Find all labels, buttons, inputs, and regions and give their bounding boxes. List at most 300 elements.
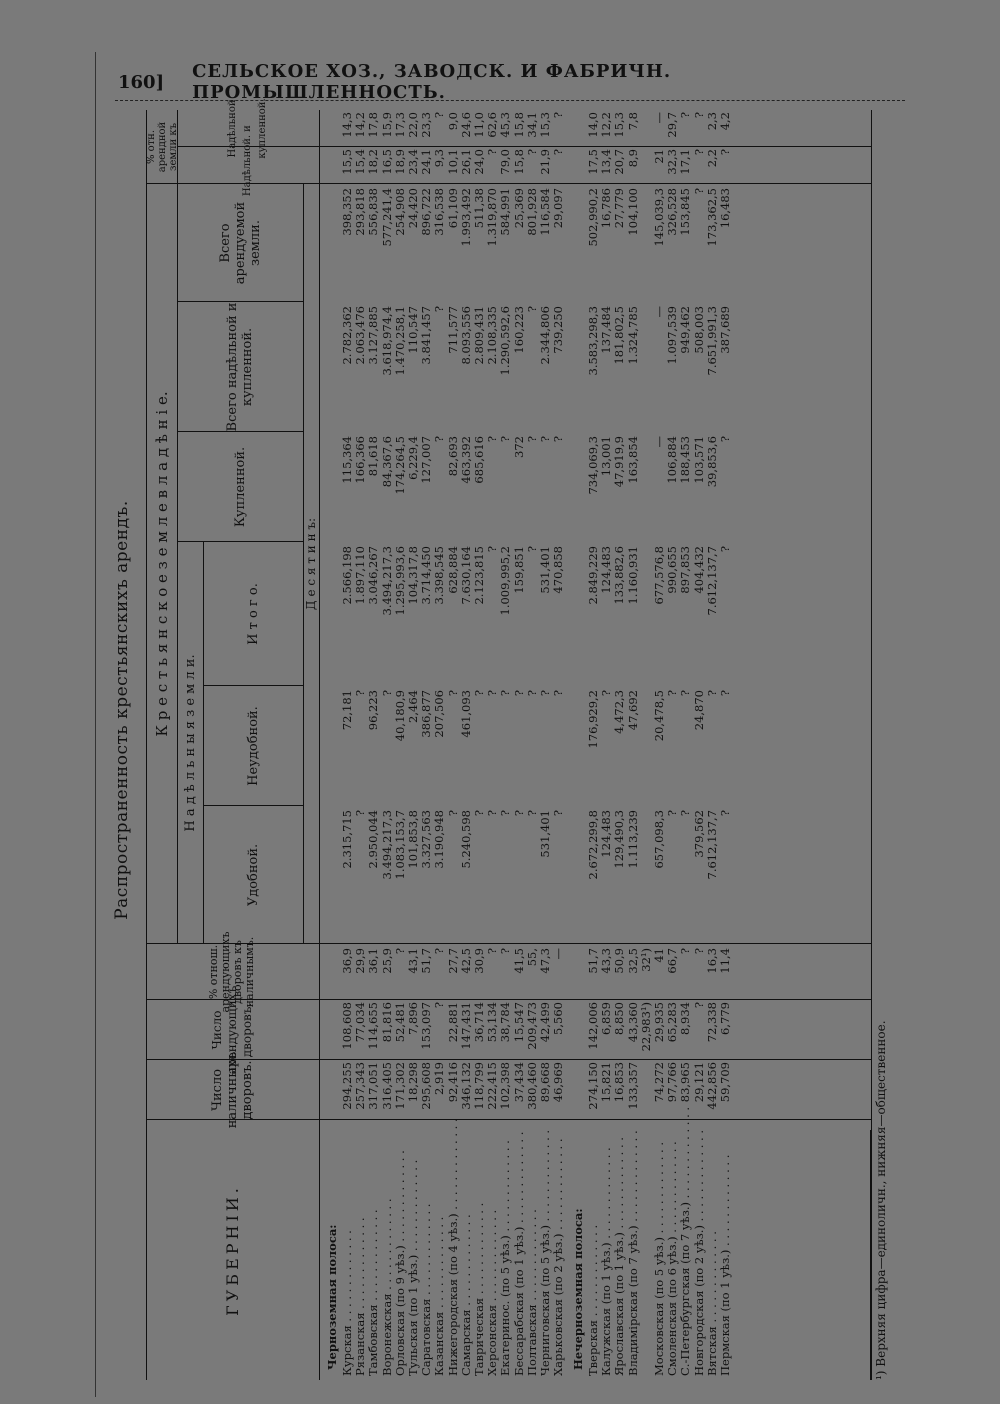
header-bottom-rule [319, 110, 320, 1380]
cell-pct-allot-bought: 15,9 [379, 112, 394, 138]
cell-non-arable: 96,223 [366, 690, 381, 731]
cell-pct-allot-bought: ? [432, 112, 447, 119]
cell-pct-allot-bought: 62,6 [485, 112, 500, 138]
table-row [367, 110, 379, 1380]
row-name: Ярославская (по 1 уѣз.) . . . . . . . . . . . . . [612, 1137, 627, 1376]
cell-total-allot-bought: 2.809,431 [472, 306, 486, 365]
cell-total: 7.612,137,7 [704, 546, 719, 616]
cell-renting: 209,473 [524, 1002, 539, 1050]
cell-pct-renting: 30,9 [472, 948, 486, 974]
cell-renting: 42,499 [538, 1002, 552, 1043]
cell-pct-allot: 13,4 [599, 149, 614, 175]
cell-total-rented: 29,097 [551, 188, 566, 229]
row-name: Новгородская (по 2 уѣз.) . . . . . . . . . . . . . [691, 1130, 706, 1376]
cell-total-allot-bought: 181,802,5 [612, 306, 627, 365]
cell-total-rented: 398,352 [340, 188, 354, 236]
row-name: Тамбовская . . . . . . . . . . . . . [366, 1209, 381, 1376]
cell-pct-renting: — [551, 948, 566, 960]
cell-arable: ? [445, 810, 460, 817]
cell-pct-allot: 79,0 [498, 149, 513, 175]
col-pct-renting: % отнош. арендующихъ дворовъ къ наличнымъ. [207, 931, 256, 1013]
row-name: Московская (по 5 уѣз.) . . . . . . . . . . . . . [652, 1142, 666, 1376]
cell-bought: 13,001 [599, 436, 614, 477]
cell-renting: 7,896 [406, 1002, 420, 1035]
cell-pct-allot: 18,2 [366, 149, 381, 175]
row-name: Екатеринос. (по 5 уѣз.) . . . . . . . . . . . . . [498, 1140, 513, 1376]
cell-arable: 3.494,217,3 [379, 810, 394, 880]
cell-total-allot-bought: 1.097,539 [665, 306, 680, 365]
cell-renting: 8,934 [678, 1002, 693, 1035]
cell-arable: 7.612,137,7 [704, 810, 719, 880]
page-header [118, 62, 908, 102]
cell-pct-allot-bought: 17,3 [392, 112, 407, 138]
cell-pct-allot-bought: 14,0 [586, 112, 600, 138]
cell-bought: ? [718, 436, 732, 443]
row-name: Казанская . . . . . . . . . . . . . [432, 1216, 447, 1376]
col-bought: Купленной. [232, 446, 248, 528]
cell-renting: 147,431 [458, 1002, 473, 1050]
cell-total-rented: 1.319,870 [485, 188, 500, 247]
cell-total: 104,317,8 [406, 546, 420, 605]
cell-renting: 5,560 [551, 1002, 566, 1035]
cell-non-arable: 2,464 [406, 690, 420, 723]
cell-bought: 115,364 [340, 436, 354, 484]
row-name: Бессарабская (по 1 уѣз.) . . . . . . . . . . . . . [511, 1131, 526, 1376]
cell-renting: 72,338 [704, 1002, 719, 1043]
cell-non-arable: ? [379, 690, 394, 697]
cell-total: 3.046,267 [366, 546, 381, 605]
cell-bought: 81,618 [366, 436, 381, 477]
section-black: Черноземная полоса: [325, 1224, 339, 1370]
cell-renting: 77,034 [353, 1002, 368, 1043]
cell-pct-renting: 32,5 [625, 948, 640, 974]
row-name: Смоленская (по 6 уѣз.) . . . . . . . . . . . . . [665, 1141, 680, 1376]
table-row [679, 110, 691, 1380]
cell-arable: 101,853,8 [406, 810, 420, 869]
cell-households: 222,415 [485, 1062, 500, 1110]
cell-pct-allot: 8,9 [625, 149, 640, 168]
cell-households: 89,668 [538, 1062, 552, 1103]
cell-renting: 52,481 [392, 1002, 407, 1043]
cell-pct-allot-bought: 15,3 [612, 112, 627, 138]
table-title: Распространенность крестьянскихъ арендъ. [112, 500, 132, 920]
cell-pct-allot: 17,1 [678, 149, 693, 175]
table-row [613, 110, 625, 1380]
cell-households: 97,766 [665, 1062, 680, 1103]
cell-pct-allot-bought: 24,6 [458, 112, 473, 138]
cell-households: 83,965 [678, 1062, 693, 1103]
rule [203, 685, 303, 686]
cell-renting: 22,983¹) [638, 1002, 653, 1052]
cell-total-rented: 511,38 [472, 188, 486, 229]
cell-total-rented: 801,928 [524, 188, 539, 236]
cell-arable: 1.113,239 [625, 810, 640, 869]
rule [177, 301, 303, 302]
table-row [653, 110, 665, 1380]
cell-pct-renting: ? [498, 948, 513, 955]
table-row [552, 110, 564, 1380]
cell-total: 990,655 [665, 546, 680, 594]
cell-bought: 188,453 [678, 436, 693, 484]
table-row [587, 110, 599, 1380]
table-row [627, 110, 639, 1380]
cell-arable: 531,401 [538, 810, 552, 858]
cell-non-arable: ? [445, 690, 460, 697]
cell-renting: ? [691, 1002, 706, 1009]
rotated-table [112, 98, 888, 1380]
cell-non-arable: ? [524, 690, 539, 697]
cell-pct-allot-bought: — [652, 112, 666, 124]
cell-households: 295,608 [419, 1062, 434, 1110]
data-table [145, 98, 872, 1380]
cell-pct-renting: 36,1 [366, 948, 381, 974]
table-row [394, 110, 406, 1380]
cell-total: 1.009,995,2 [498, 546, 513, 616]
cell-pct-renting: 29,9 [353, 948, 368, 974]
cell-households: 346,132 [458, 1062, 473, 1110]
row-name: Таврическая . . . . . . . . . . . . . [472, 1202, 486, 1376]
cell-total-rented: 16,483 [718, 188, 732, 229]
cell-bought: 84,367,6 [379, 436, 394, 488]
cell-pct-allot-bought: 12,2 [599, 112, 614, 138]
row-name: Саратовская . . . . . . . . . . . . . [419, 1203, 434, 1376]
cell-pct-allot: 10,1 [445, 149, 460, 175]
cell-arable: 3.327,563 [419, 810, 434, 869]
cell-pct-renting: 55, [524, 948, 539, 967]
cell-bought: 106,884 [665, 436, 680, 484]
col-renting: Число арендующихъ дворовъ. [209, 985, 254, 1075]
cell-bought: 82,693 [445, 436, 460, 477]
cell-total-rented: 173,362,5 [704, 188, 719, 247]
cell-bought: 47,919,9 [612, 436, 627, 488]
cell-pct-allot: 20,7 [612, 149, 627, 175]
row-name: С.-Петербургская (по 7 уѣз.) . . . . . . . . . . . . . [678, 1106, 693, 1376]
cell-pct-renting: 27,7 [445, 948, 460, 974]
cell-pct-allot-bought: ? [678, 112, 693, 119]
table-row [354, 110, 366, 1380]
cell-bought: 127,007 [419, 436, 434, 484]
col-non-arable: Неудобной. [245, 706, 261, 786]
cell-total-rented: 16,786 [599, 188, 614, 229]
cell-bought: 463,392 [458, 436, 473, 484]
cell-total-allot-bought: 2.108,335 [485, 306, 500, 365]
row-name: Владимірская (по 7 уѣз.) . . . . . . . . . . . . . [625, 1130, 640, 1376]
cell-total-allot-bought: 711,577 [445, 306, 460, 354]
cell-total-rented: 104,100 [625, 188, 640, 236]
cell-arable: 2.950,044 [366, 810, 381, 869]
cell-arable: ? [551, 810, 566, 817]
cell-total-allot-bought: ? [524, 306, 539, 313]
cell-pct-allot: 9,3 [432, 149, 447, 168]
col-guberniya: ГУБЕРНІИ. [222, 1184, 242, 1316]
cell-households: 118,799 [472, 1062, 486, 1110]
cell-total: 897,853 [678, 546, 693, 594]
cell-pct-allot: ? [485, 149, 500, 156]
cell-renting: 22,881 [445, 1002, 460, 1043]
cell-pct-renting: 43,1 [406, 948, 420, 974]
cell-total-rented: 896,722 [419, 188, 434, 236]
cell-total: 7.630,164 [458, 546, 473, 605]
cell-households: 16,853 [612, 1062, 627, 1103]
cell-non-arable: ? [498, 690, 513, 697]
cell-households: 92,416 [445, 1062, 460, 1103]
cell-pct-allot-bought: 15,8 [511, 112, 526, 138]
cell-households: 2,919 [432, 1062, 447, 1095]
cell-total-allot-bought: ? [432, 306, 447, 313]
row-name: Рязанская . . . . . . . . . . . . . [353, 1217, 368, 1376]
table-row [640, 110, 652, 1380]
cell-pct-renting: ? [392, 948, 407, 955]
cell-total: 2.566,198 [340, 546, 354, 605]
cell-renting: 153,097 [419, 1002, 434, 1050]
cell-total-rented: 316,538 [432, 188, 447, 236]
cell-pct-allot: ? [551, 149, 566, 156]
cell-total-allot-bought: 8.093,556 [458, 306, 473, 365]
cell-non-arable: ? [678, 690, 693, 697]
cell-pct-renting: 43,3 [599, 948, 614, 974]
cell-pct-allot-bought: 34,1 [524, 112, 539, 138]
cell-pct-allot-bought: 9,0 [445, 112, 460, 131]
cell-total: 2.123,815 [472, 546, 486, 605]
cell-total-allot-bought: 387,689 [718, 306, 732, 354]
cell-total: 628,884 [445, 546, 460, 594]
col-total-rented: Всего арендуемой земли. [217, 201, 263, 285]
cell-arable: 657,098,3 [652, 810, 666, 869]
cell-arable: 1.083,153,7 [392, 810, 407, 880]
cell-bought: 372 [511, 436, 526, 458]
cell-renting: 29,935 [652, 1002, 666, 1043]
cell-non-arable: 40,180,9 [392, 690, 407, 742]
cell-pct-allot-bought: 45,3 [498, 112, 513, 138]
footnote-rule [870, 1130, 871, 1380]
cell-pct-renting: ? [691, 948, 706, 955]
cell-total-allot-bought: 7.651,991,3 [704, 306, 719, 376]
cell-total-rented: 25,369 [511, 188, 526, 229]
section-nonblack: Нечерноземная полоса: [571, 1208, 585, 1370]
cell-pct-allot-bought: 15,3 [538, 112, 552, 138]
col-pct-allot-bought: Надѣльной и купленной. [226, 98, 268, 159]
cell-total: 159,851 [511, 546, 526, 594]
cell-households: 442,856 [704, 1062, 719, 1110]
cell-pct-allot: 2,2 [704, 149, 719, 168]
cell-total: 677,576,8 [652, 546, 666, 605]
cell-households: 15,821 [599, 1062, 614, 1103]
cell-bought: ? [538, 436, 552, 443]
cell-arable: ? [353, 810, 368, 817]
cell-arable: ? [665, 810, 680, 817]
cell-non-arable: ? [665, 690, 680, 697]
col-total: И т о г о. [245, 583, 261, 645]
cell-pct-renting: 41 [652, 948, 666, 963]
cell-total: 1.295,993,6 [392, 546, 407, 616]
row-name: Воронежская . . . . . . . . . . . . . [379, 1198, 394, 1376]
cell-pct-renting: ? [678, 948, 693, 955]
cell-total-rented: 27,779 [612, 188, 627, 229]
group-main: К р е с т ь я н с к о е з е м л е в л а д ѣ н і е. [152, 391, 171, 737]
rule [177, 431, 303, 432]
cell-total-allot-bought: 1.290,592,6 [498, 306, 513, 376]
cell-non-arable: 24,870 [691, 690, 706, 731]
cell-total: 3.398,545 [432, 546, 447, 605]
col-total-allot-bought: Всего надѣльной и купленной. [225, 302, 255, 432]
cell-pct-allot-bought: 23,3 [419, 112, 434, 138]
cell-pct-renting: 25,9 [379, 948, 394, 974]
table-row [499, 110, 511, 1380]
cell-pct-allot-bought: ? [691, 112, 706, 119]
table-row [420, 110, 432, 1380]
cell-households: 294,255 [340, 1062, 354, 1110]
cell-non-arable: 47,692 [625, 690, 640, 731]
cell-renting: 65,283 [665, 1002, 680, 1043]
cell-arable: 124,483 [599, 810, 614, 858]
table-row [539, 110, 551, 1380]
cell-non-arable: 176,929,2 [586, 690, 600, 749]
row-name: Нижегородская (по 4 уѣз.) . . . . . . . . . . . . . [445, 1118, 460, 1376]
cell-renting: 15,547 [511, 1002, 526, 1043]
group-allot: Н а д ѣ л ь н ы я з е м л и. [182, 654, 198, 832]
table-row [407, 110, 419, 1380]
row-name: Орловская (по 9 уѣз.) . . . . . . . . . . . . . [392, 1150, 407, 1376]
cell-arable: ? [678, 810, 693, 817]
cell-arable: 5.240,598 [458, 810, 473, 869]
cell-households: 316,405 [379, 1062, 394, 1110]
cell-total-allot-bought: 137,484 [599, 306, 614, 354]
cell-total: 3.494,217,3 [379, 546, 394, 616]
cell-total-rented: 145,039,3 [652, 188, 666, 247]
page-number: 160] [118, 71, 165, 93]
cell-total: 133,882,6 [612, 546, 627, 605]
cell-pct-renting: 41,5 [511, 948, 526, 974]
cell-pct-renting: 36,9 [340, 948, 354, 974]
cell-pct-renting: ? [432, 948, 447, 955]
table-row [666, 110, 678, 1380]
cell-pct-allot: ? [691, 149, 706, 156]
cell-non-arable: 461,093 [458, 690, 473, 738]
cell-total-allot-bought: 110,547 [406, 306, 420, 354]
cell-pct-allot-bought: 14,3 [340, 112, 354, 138]
cell-total-rented: 254,908 [392, 188, 407, 236]
cell-non-arable: ? [472, 690, 486, 697]
cell-pct-allot-bought: 14,2 [353, 112, 368, 138]
cell-total-allot-bought: 3.583,298,3 [586, 306, 600, 376]
cell-arable: 3.190,948 [432, 810, 447, 869]
cell-arable: ? [511, 810, 526, 817]
cell-total: 470,858 [551, 546, 566, 594]
cell-total: 1.897,110 [353, 546, 368, 605]
row-name: Тверская . . . . . . . . . . . . . [586, 1224, 600, 1376]
rule [177, 541, 303, 542]
cell-renting: 81,816 [379, 1002, 394, 1043]
table-row [706, 110, 718, 1380]
cell-households: 274,150 [586, 1062, 600, 1110]
cell-pct-renting: ? [485, 948, 500, 955]
cell-pct-allot: 15,4 [353, 149, 368, 175]
cell-non-arable: ? [485, 690, 500, 697]
cell-households: 317,051 [366, 1062, 381, 1110]
cell-total-allot-bought: 3.841,457 [419, 306, 434, 365]
cell-total-allot-bought: 2.063,476 [353, 306, 368, 365]
cell-renting: 108,608 [340, 1002, 354, 1050]
cell-non-arable: ? [353, 690, 368, 697]
cell-pct-allot-bought: 17,8 [366, 112, 381, 138]
cell-pct-allot-bought: 29,7 [665, 112, 680, 138]
cell-pct-allot-bought: 7,8 [625, 112, 640, 131]
cell-households: 59,709 [718, 1062, 732, 1103]
cell-pct-renting: 51,7 [586, 948, 600, 974]
row-name: Пермская (по 1 уѣз.) . . . . . . . . . . . . . [718, 1154, 732, 1376]
cell-households: 257,343 [353, 1062, 368, 1110]
cell-arable: 2.672,299,8 [586, 810, 600, 880]
cell-pct-allot-bought: 2,3 [704, 112, 719, 131]
cell-renting: 142,006 [586, 1002, 600, 1050]
cell-arable: 379,562 [691, 810, 706, 858]
rule [177, 110, 178, 944]
cell-pct-allot: 21 [652, 149, 666, 164]
cell-households: 74,272 [652, 1062, 666, 1103]
cell-total-allot-bought: 739,250 [551, 306, 566, 354]
cell-non-arable: 207,506 [432, 690, 447, 738]
cell-pct-renting: 50,9 [612, 948, 627, 974]
cell-bought: 39,853,6 [704, 436, 719, 488]
cell-pct-allot-bought: 22,0 [406, 112, 420, 138]
cell-total-allot-bought: 2.782,362 [340, 306, 354, 365]
cell-bought: 174,264,5 [392, 436, 407, 495]
cell-bought: 685,616 [472, 436, 486, 484]
cell-households: 171,302 [392, 1062, 407, 1110]
cell-total-rented: 116,584 [538, 188, 552, 236]
cell-total: ? [485, 546, 500, 553]
cell-households: 133,357 [625, 1062, 640, 1110]
cell-total-allot-bought: 160,223 [511, 306, 526, 354]
row-name: Тульская (по 1 уѣз.) . . . . . . . . . . . . . [406, 1159, 420, 1376]
cell-total-rented: 61,109 [445, 188, 460, 229]
cell-non-arable: 72,181 [340, 690, 354, 731]
table-row [381, 110, 393, 1380]
cell-total-rented: 502,990,2 [586, 188, 600, 247]
table-row [473, 110, 485, 1380]
row-name: Вятская . . . . . . . . . . . . . [704, 1231, 719, 1376]
table-row [341, 110, 353, 1380]
table-row [447, 110, 459, 1380]
cell-total-allot-bought: — [652, 306, 666, 318]
col-households: Число наличныхъ дворовъ. [209, 1051, 255, 1129]
cell-pct-renting: 66,7 [665, 948, 680, 974]
cell-pct-allot: 16,5 [379, 149, 394, 175]
cell-non-arable: ? [511, 690, 526, 697]
row-name: Харьковская (по 2 уѣз.) . . . . . . . . . . . . . [551, 1138, 566, 1376]
cell-total: 3.714,450 [419, 546, 434, 605]
cell-arable: ? [485, 810, 500, 817]
cell-renting: 36,714 [472, 1002, 486, 1043]
cell-total-rented: ? [691, 188, 706, 195]
cell-total-allot-bought: 3.618,974,4 [379, 306, 394, 376]
row-name: Калужская (по 1 уѣз.) . . . . . . . . . . . . . [599, 1147, 614, 1376]
cell-non-arable: ? [551, 690, 566, 697]
cell-pct-renting: 32¹) [638, 948, 653, 972]
cell-pct-renting: 51,7 [419, 948, 434, 974]
row-name: Курская . . . . . . . . . . . . . [340, 1230, 354, 1376]
col-pct-allot: Надѣльной. [241, 134, 253, 197]
cell-non-arable: ? [704, 690, 719, 697]
cell-bought: 166,366 [353, 436, 368, 484]
cell-non-arable: ? [538, 690, 552, 697]
cell-arable: 2.315,715 [340, 810, 354, 869]
cell-non-arable: ? [599, 690, 614, 697]
table-row [460, 110, 472, 1380]
cell-total-rented: 326,528 [665, 188, 680, 236]
cell-renting: 6,779 [718, 1002, 732, 1035]
cell-renting: 53,134 [485, 1002, 500, 1043]
